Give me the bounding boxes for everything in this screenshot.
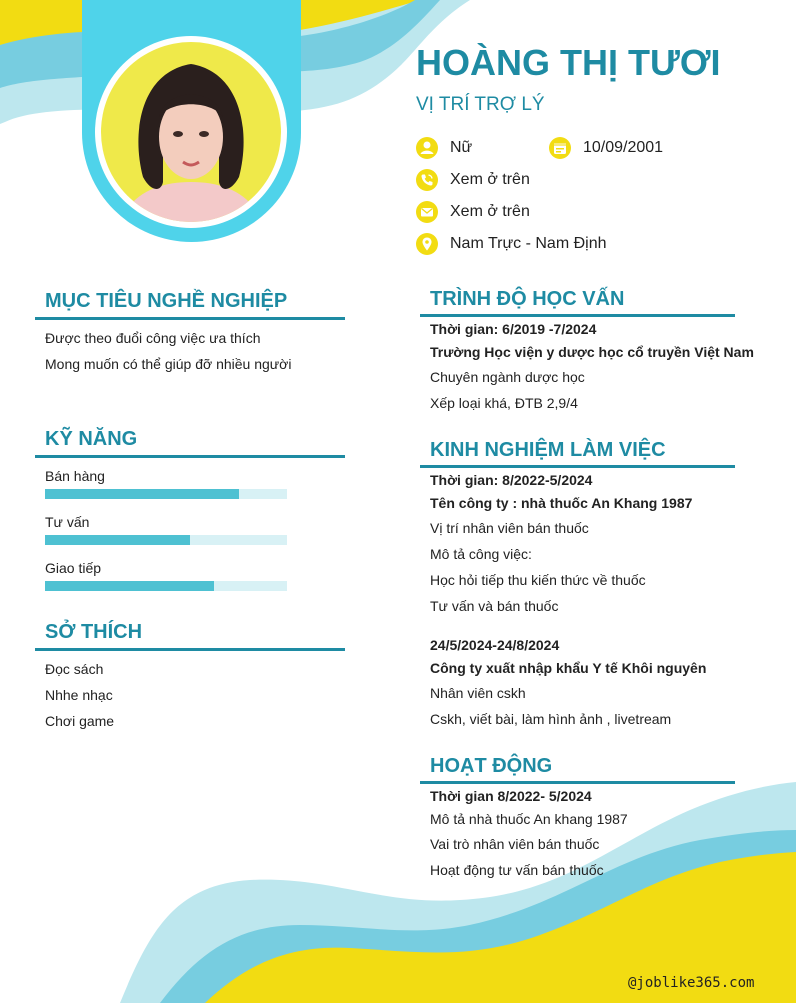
skill-bar [45,581,287,591]
job-line: Mô tả công việc: [430,546,532,562]
skills-title: KỸ NĂNG [45,428,138,450]
email-value: Xem ở trên [450,203,530,220]
skill-bar-fill [45,535,190,545]
education-period: Thời gian: 6/2019 -7/2024 [430,321,597,337]
skill-bar-fill [45,581,214,591]
activity-line: Mô tả nhà thuốc An khang 1987 [430,811,628,827]
watermark-text: @joblike365.com [628,975,755,991]
skills-divider [35,455,345,458]
education-grade: Xếp loại khá, ĐTB 2,9/4 [430,395,578,411]
activity-line: Hoạt động tư vấn bán thuốc [430,862,604,878]
hobbies-title: SỞ THÍCH [45,621,143,643]
objective-title: MỤC TIÊU NGHỀ NGHIỆP [45,290,288,312]
skill-label: Giao tiếp [45,560,102,576]
info-phone [416,169,530,191]
job-line: Tư vấn và bán thuốc [430,598,559,614]
job-period: Thời gian: 8/2022-5/2024 [430,472,593,488]
job-line: Cskh, viết bài, làm hình ảnh , livetream [430,711,672,727]
hobby-item: Nhhe nhạc [45,687,113,703]
info-birthday [549,137,663,159]
phone-icon [416,169,438,191]
education-major: Chuyên ngành dược học [430,369,585,385]
address-value: Nam Trực - Nam Định [450,235,607,252]
phone-value: Xem ở trên [450,171,530,188]
education-title: TRÌNH ĐỘ HỌC VẤN [430,288,625,310]
objective-divider [35,317,345,320]
portrait-image [101,42,281,222]
activity-period: Thời gian 8/2022- 5/2024 [430,788,592,804]
calendar-icon [549,137,571,159]
activities-divider [420,781,735,784]
candidate-position: VỊ TRÍ TRỢ LÝ [416,94,545,115]
job-line: Nhân viên cskh [430,685,526,701]
gender-value: Nữ [450,139,473,156]
job-company: Công ty xuất nhập khẩu Y tế Khôi nguyên [430,660,707,676]
experience-title: KINH NGHIỆM LÀM VIỆC [430,439,666,461]
objective-line: Được theo đuổi công việc ưa thích [45,330,261,346]
birthday-value: 10/09/2001 [583,139,664,156]
job-period: 24/5/2024-24/8/2024 [430,637,560,653]
skill-bar [45,489,287,499]
job-company: Tên công ty : nhà thuốc An Khang 1987 [430,495,693,511]
hobby-item: Đọc sách [45,661,104,677]
job-line: Học hỏi tiếp thu kiến thức về thuốc [430,572,646,588]
objective-line: Mong muốn có thể giúp đỡ nhiều người [45,356,292,372]
mail-icon [416,201,438,223]
education-divider [420,314,735,317]
location-pin-icon [416,233,438,255]
hobby-item: Chơi game [45,713,115,729]
person-icon [416,137,438,159]
skill-label: Bán hàng [45,468,105,484]
skill-label: Tư vấn [45,514,90,530]
candidate-name: HOÀNG THỊ TƯƠI [416,42,721,83]
info-gender [416,137,472,159]
experience-divider [420,465,735,468]
hobbies-divider [35,648,345,651]
avatar [101,42,281,222]
activity-line: Vai trò nhân viên bán thuốc [430,836,600,852]
skill-bar [45,535,287,545]
job-line: Vị trí nhân viên bán thuốc [430,520,589,536]
skill-bar-fill [45,489,239,499]
activities-title: HOẠT ĐỘNG [430,755,553,777]
education-school: Trường Học viện y dược học cổ truyền Việt Nam [430,344,754,360]
info-address [416,233,607,255]
info-email [416,201,530,223]
